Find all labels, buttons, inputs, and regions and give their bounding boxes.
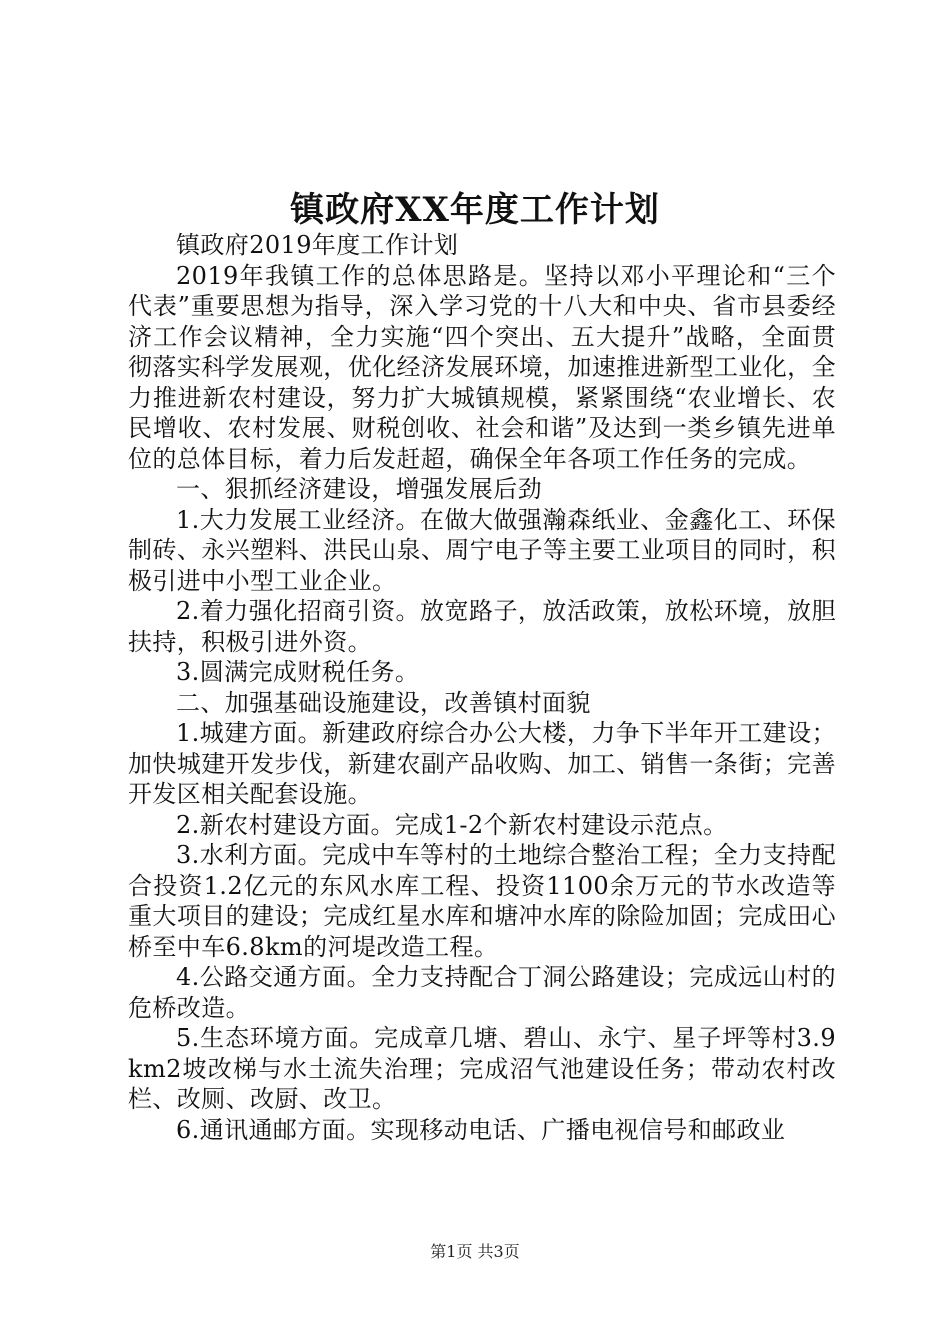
document-title: 镇政府XX年度工作计划: [290, 190, 660, 230]
paragraph: 1.大力发展工业经济。在做大做强瀚森纸业、金鑫化工、环保制砖、永兴塑料、洪民山泉、周宁电子等主要工业项目的同时，积极引进中小型工业企业。: [128, 505, 836, 595]
paragraph: 5.生态环境方面。完成章几塘、碧山、永宁、星子坪等村3.9km2坡改梯与水土流失治理；完成沼气池建设任务；带动农村改栏、改厕、改厨、改卫。: [128, 1024, 836, 1113]
document-body: [128, 230, 836, 1145]
paragraph: 2.着力强化招商引资。放宽路子，放活政策，放松环境，放胆扶持，积极引进外资。: [128, 597, 836, 656]
section-heading: 二、加强基础设施建设，改善镇村面貌: [176, 688, 591, 717]
paragraph: 4.公路交通方面。全力支持配合丁洞公路建设；完成远山村的危桥改造。: [128, 963, 836, 1022]
paragraph: 3.圆满完成财税任务。: [176, 658, 420, 686]
paragraph: 3.水利方面。完成中车等村的土地综合整治工程；全力支持配合投资1.2亿元的东风水库工程、投资1100余万元的节水改造等重大项目的建设；完成红星水库和塘冲水库的除险加固；完成田心桥至中车6.8km的河堤改造工程。: [128, 841, 836, 961]
page-number-footer: 第1页 共3页: [430, 1242, 520, 1261]
paragraph: 6.通讯通邮方面。实现移动电话、广播电视信号和邮政业: [176, 1115, 786, 1144]
paragraph: 镇政府2019年度工作计划: [176, 231, 459, 259]
section-heading: 一、狠抓经济建设，增强发展后劲: [176, 475, 542, 503]
paragraph: 2019年我镇工作的总体思路是。坚持以邓小平理论和“三个代表”重要思想为指导，深入学习党的十八大和中央、省市县委经济工作会议精神，全力实施“四个突出、五大提升”战略，全面贯彻落实科学发展观，优化经济发展环境，加速推进新型工业化，全力推进新农村建设，努力扩大城镇规模，紧紧围绕“农业增长、农民增收、农村发展、财税创收、社会和谐”及达到一类乡镇先进单位的总体目标，着力后发赶超，确保全年各项工作任务的完成。: [128, 261, 836, 473]
paragraph: 1.城建方面。新建政府综合办公大楼，力争下半年开工建设；加快城建开发步伐，新建农副产品收购、加工、销售一条街；完善开发区相关配套设施。: [128, 719, 836, 808]
paragraph: 2.新农村建设方面。完成1-2个新农村建设示范点。: [176, 810, 728, 839]
